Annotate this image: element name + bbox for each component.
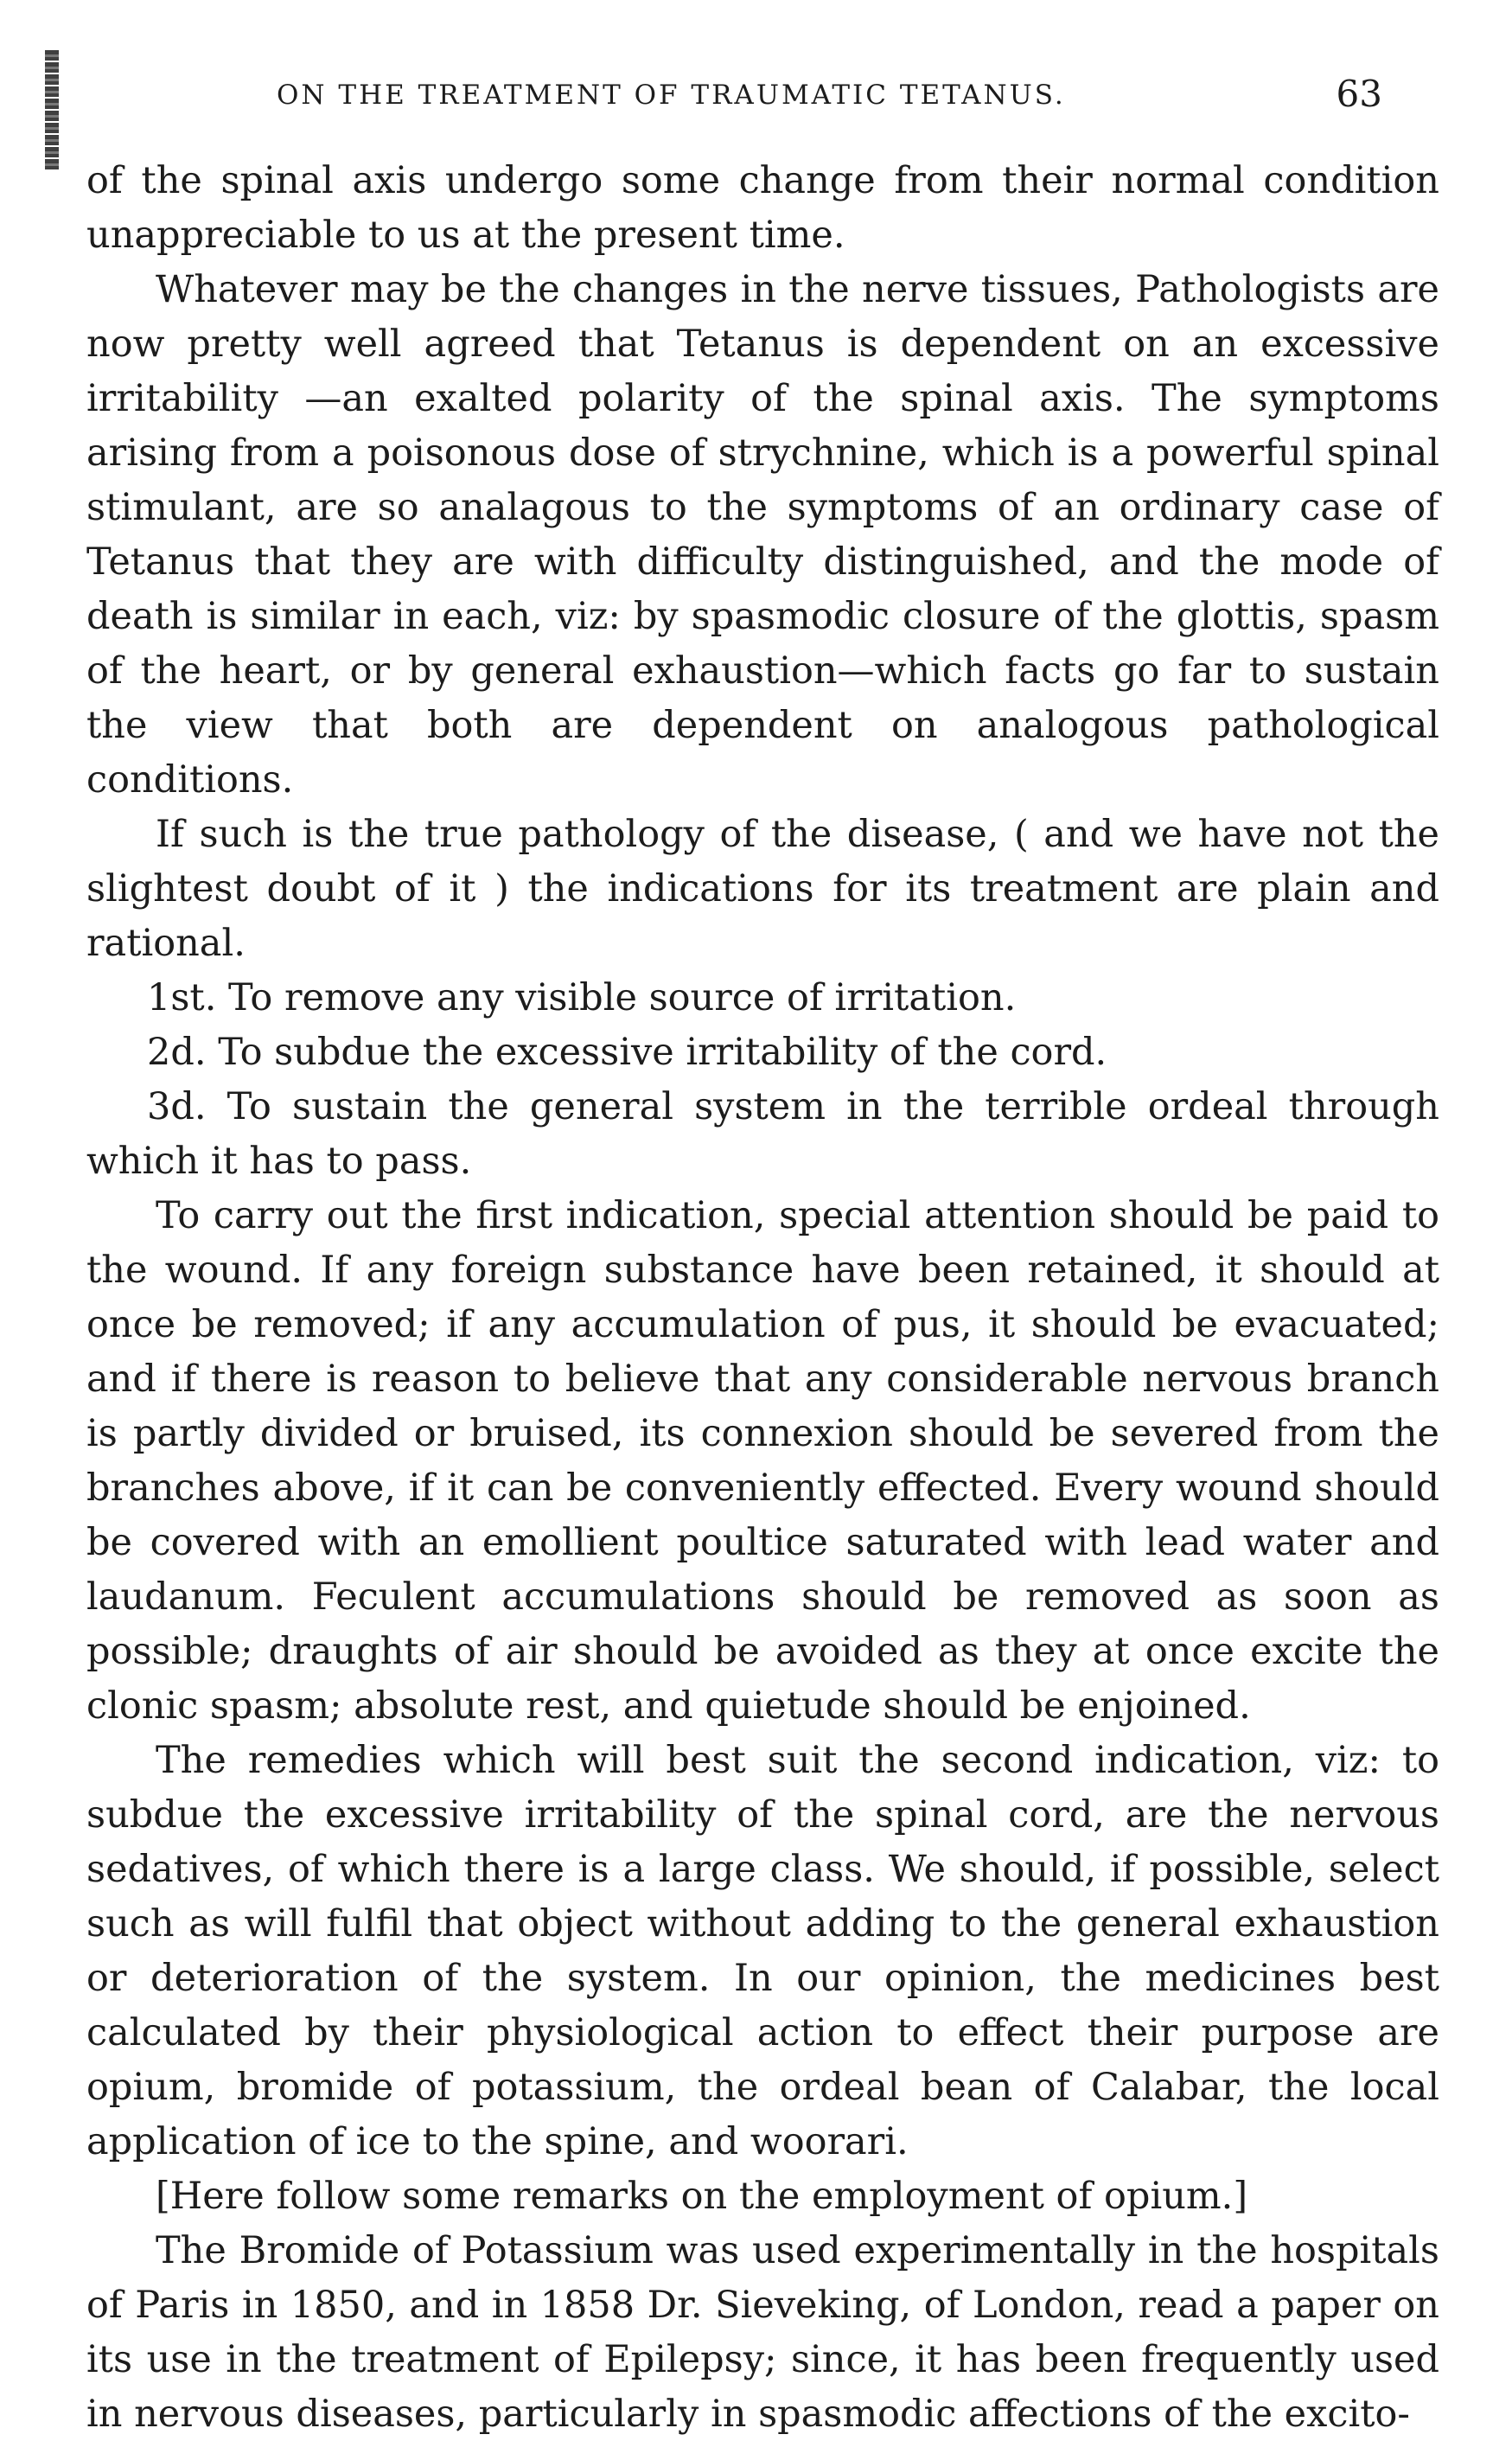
editorial-note: [Here follow some remarks on the employment of opium.]: [156, 2175, 1248, 2218]
paragraph: The Bromide of Potassium was used experimentally in the hospitals of Paris in 1850, and in 1858 Dr. Sieveking, of London, read a paper on its use in the treatment of Epilepsy; since, it has been frequently used in nervous diseases, particularly in spasmodic affections of the excito-: [86, 2229, 1439, 2436]
body-text: [86, 154, 1439, 2442]
list-item: 1st. To remove any visible source of irritation.: [147, 976, 1017, 1019]
page-number: 63: [1336, 73, 1382, 115]
binding-mark: [45, 50, 59, 171]
paragraph: To carry out the first indication, special attention should be paid to the wound. If any foreign substance have been retained, it should at once be removed; if any accumulation of pus, it should be evacuated; and if there is reason to believe that any considerable nervous branch is partly divided or bruised, its connexion should be severed from the branches above, if it can be conveniently effected. Every wound should be covered with an emollient poultice saturated with lead water and laudanum. Feculent accumulations should be removed as soon as possible; draughts of air should be avoided as they at once excite the clonic spasm; absolute rest, and quietude should be enjoined.: [86, 1194, 1439, 1728]
paragraph: Whatever may be the changes in the nerve tissues, Pathologists are now pretty well agreed that Tetanus is dependent on an excessive irritability —an exalted polarity of the spinal axis. The symptoms arising from a poisonous dose of strychnine, which is a powerful spinal stimulant, are so analagous to the symptoms of an ordinary case of Tetanus that they are with difficulty distinguished, and the mode of death is similar in each, viz: by spasmodic closure of the glottis, spasm of the heart, or by general exhaustion—which facts go far to sustain the view that both are dependent on analogous pathological conditions.: [86, 268, 1439, 802]
list-item: 3d. To sustain the general system in the terrible ordeal through which it has to pass.: [86, 1085, 1439, 1183]
paragraph: If such is the true pathology of the disease, ( and we have not the slightest doubt of it ) the indications for its treatment are plain and rational.: [86, 813, 1439, 965]
running-title: ON THE TREATMENT OF TRAUMATIC TETANUS.: [277, 80, 1066, 111]
paragraph: of the spinal axis undergo some change from their normal condition unappreciable to us at the present time.: [86, 159, 1439, 257]
paragraph: The remedies which will best suit the second indication, viz: to subdue the excessive irritability of the spinal cord, are the nervous sedatives, of which there is a large class. We should, if possible, select such as will fulfil that object without adding to the general exhaustion or deterioration of the system. In our opinion, the medicines best calculated by their physiological action to effect their purpose are opium, bromide of potassium, the ordeal bean of Calabar, the local application of ice to the spine, and woorari.: [86, 1739, 1439, 2163]
list-item: 2d. To subdue the excessive irritability of the cord.: [147, 1031, 1107, 1074]
